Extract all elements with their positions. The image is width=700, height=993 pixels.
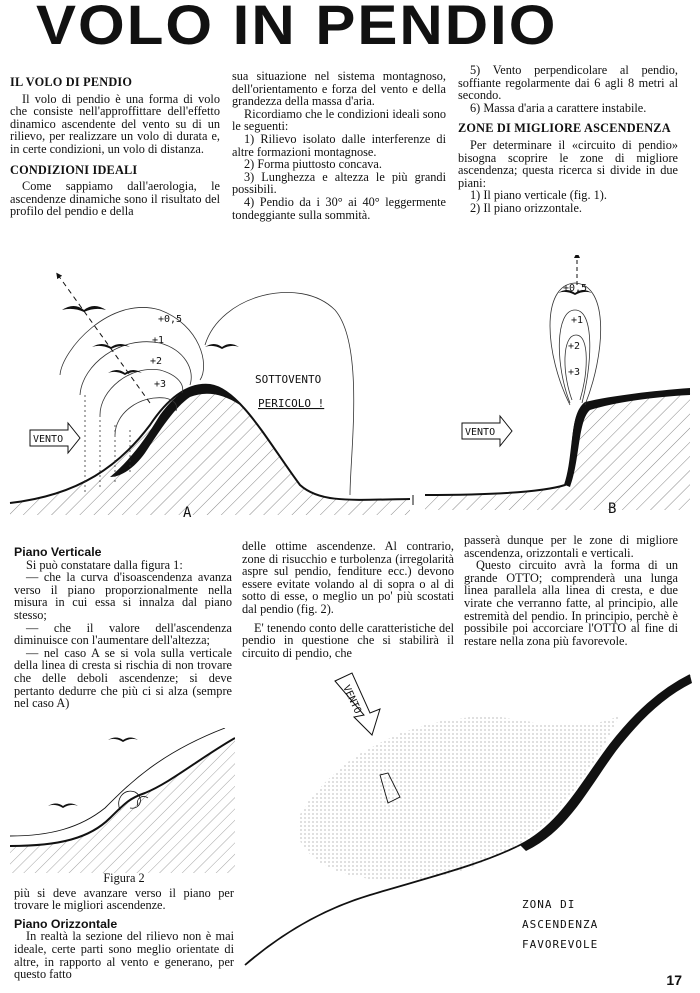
paragraph: In realtà la sezione del rilievo non è mai ideale, certe parti sono meglio orientate di altre, in rapporto al vento e generano, per questo fatto xyxy=(14,929,234,982)
level-label: +3 xyxy=(568,367,581,378)
sottovento-label: SOTTOVENTO xyxy=(255,373,322,386)
paragraph: Ricordiamo che le condizioni ideali sono le seguenti: xyxy=(232,106,446,134)
lower-column-3 xyxy=(464,534,678,647)
paragraph: Si può constatare dalla figura 1: xyxy=(26,557,183,572)
ascent-direction-arrow xyxy=(58,275,150,403)
level-label: +0,5 xyxy=(563,283,588,294)
svg-text:VENTO: VENTO xyxy=(33,434,64,445)
page-number: 17 xyxy=(666,972,682,988)
zone-label: ASCENDENZA xyxy=(522,918,599,931)
list-item: 2) Forma piuttosto concava. xyxy=(244,157,382,172)
figure-2 xyxy=(10,728,235,873)
list-item: 4) Pendio da i 30° ai 40° leggermente tondeggiante sulla sommità. xyxy=(232,194,446,222)
list-item: 2) Il piano orizzontale. xyxy=(470,200,582,215)
svg-text:VENTO: VENTO xyxy=(340,683,363,716)
zone-label: FAVOREVOLE xyxy=(522,938,599,951)
list-item: 1) Il piano verticale (fig. 1). xyxy=(470,188,607,203)
level-label: +2 xyxy=(568,341,581,352)
level-label: +1 xyxy=(152,335,165,346)
paragraph: Per determinare il «circuito di pendio» bisogna scoprire le zone di migliore ascendenza; questa ricerca si divide in due piani: xyxy=(458,137,678,190)
paragraph: delle ottime ascendenze. Al contrario, zone di risucchio e turbolenza (irregolarità aspre sul pendio, fenditure ecc.) devono essere evitate volando al di sopra o al di sotto di esse, o meglio un po' più scostati dal pendio (fig. 2). xyxy=(242,539,454,616)
level-label: +2 xyxy=(150,356,163,367)
list-item: — che la curva d'isoascendenza avanza verso il piano proporzionalmente nella misura in cui essa si innalza dal piano stesso; xyxy=(14,570,232,622)
wind-arrow-a xyxy=(30,423,80,453)
list-item: 5) Vento perpendicolare al pendio, soffiante regolarmente dai 6 agli 8 metri al secondo. xyxy=(458,63,678,103)
list-item: 3) Lunghezza e altezza le più grandi possibili. xyxy=(232,169,446,197)
list-item: — nel caso A se si vola sulla verticale della linea di cresta si rischia di non trovare che delle deboli ascendenze; si deve pertanto dedurre che più ci si alza (sempre nel caso A) xyxy=(14,645,232,711)
figure-3-map xyxy=(240,665,695,970)
page-title: VOLO IN PENDIO xyxy=(36,0,558,56)
svg-text:VENTO: VENTO xyxy=(465,427,496,438)
list-item: 1) Rilievo isolato dalle interferenze di altre formazioni montagnose. xyxy=(232,131,446,159)
level-label: +3 xyxy=(154,379,167,390)
lower-column-2 xyxy=(242,540,454,659)
glider-icon xyxy=(108,738,138,743)
zone-label: ZONA DI xyxy=(522,898,576,911)
wind-arrow-b xyxy=(462,416,512,446)
column-2 xyxy=(232,70,446,221)
column-3 xyxy=(458,64,678,215)
level-label: +0,5 xyxy=(158,314,183,325)
paragraph: E' tenendo conto delle caratteristiche del pendio in questione che si stabilirà il circuito di pendio, che xyxy=(242,620,454,660)
pericolo-label: PERICOLO ! xyxy=(258,397,325,410)
list-item: — che il valore dell'ascendenza diminuisce con l'aumentare dell'altezza; xyxy=(14,620,232,648)
heading-condizioni-ideali: CONDIZIONI IDEALI xyxy=(10,162,138,177)
figure-2-caption: Figura 2 xyxy=(103,871,145,885)
heading-zone-migliore-ascendenza: ZONE DI MIGLIORE ASCENDENZA xyxy=(458,121,671,136)
heading-piano-verticale: Piano Verticale xyxy=(14,545,102,559)
column-1 xyxy=(10,76,220,218)
paragraph: Come sappiamo dall'aerologia, le ascendenze dinamiche sono il risultato del profilo del pendio e della xyxy=(10,179,220,219)
heading-piano-orizzontale: Piano Orizzontale xyxy=(14,916,118,931)
figure-1 xyxy=(0,255,700,530)
hill-b-profile xyxy=(413,388,690,510)
lower-column-1 xyxy=(14,546,232,710)
level-label: +1 xyxy=(571,315,584,326)
list-item: 6) Massa d'aria a carattere instabile. xyxy=(470,100,647,115)
paragraph: Il volo di pendio è una forma di volo che consiste nell'approffittare dell'effetto dinamico ascendente del vento su di un rilievo, per realizzare un volo di durata e, in certe condizioni, un volo di distanza. xyxy=(10,91,220,156)
lower-column-1b xyxy=(14,872,234,981)
wind-arrow-map xyxy=(335,673,380,735)
paragraph: Questo circuito avrà la forma di un grande OTTO; comprenderà una lunga linea parallela alla linea di cresta, e due virate che verranno fatte, al principio, alle estremità del pendio. In principio, perchè è possibile poi accorciare l'OTTO al fine di restare nella zona più favorevole. xyxy=(464,558,678,648)
figure-label-a: A xyxy=(183,505,192,521)
paragraph: passerà dunque per le zone di migliore ascendenza, orizzontali e verticali. xyxy=(464,533,678,560)
paragraph: più si deve avanzare verso il piano per trovare le migliori ascendenze. xyxy=(14,885,234,913)
heading-volo-di-pendio: IL VOLO DI PENDIO xyxy=(10,75,133,89)
glider-icon xyxy=(48,804,78,809)
paragraph: sua situazione nel sistema montagnoso, dell'orientamento e forza del vento e della grandezza della massa d'aria. xyxy=(232,69,446,109)
